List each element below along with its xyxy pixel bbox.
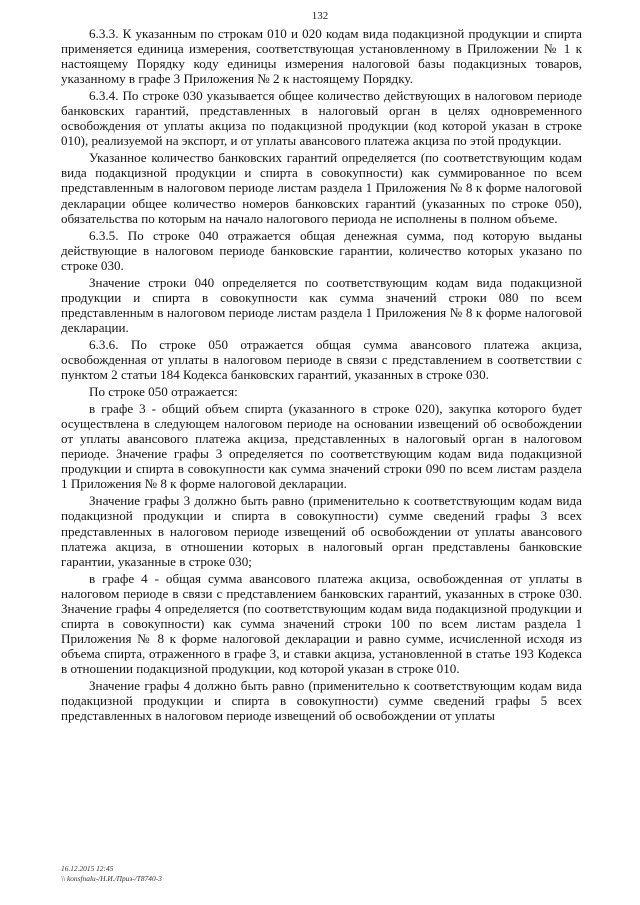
document-body	[61, 26, 582, 723]
paragraph-6-3-4: 6.3.4. По строке 030 указывается общее количество действующих в налоговом периоде банковских гарантий, представленных в налоговый орган в целях одновременного освобождения от уплаты акциза по подакцизной продукции (код которой указан в строке 010), реализуемой на экспорт, и от уплаты авансового платежа акциза по этой продукции.	[61, 88, 582, 149]
paragraph-6-3-5: 6.3.5. По строке 040 отражается общая денежная сумма, под которую выданы действующие в налоговом периоде банковские гарантии, количество которых указано по строке 030.	[61, 227, 582, 273]
paragraph-6-3-3: 6.3.3. К указанным по строкам 010 и 020 кодам вида подакцизной продукции и спирта применяется единица измерения, соответствующая установленному в Приложении № 1 к настоящему Порядку коду единицы измерения налоговой базы подакцизных товаров, указанному в графе 3 Приложения № 2 к настоящему Порядку.	[61, 26, 582, 87]
footer-date-stamp: 16.12.2015 12:45	[61, 864, 114, 873]
paragraph-line-050-intro: По строке 050 отражается:	[89, 384, 238, 400]
paragraph-column-3: в графе 3 - общий объем спирта (указанного в строке 020), закупка которого будет осуществлена в следующем налоговом периоде на основании извещений об освобождении от уплаты авансового платежа акциза, представленных в налоговый орган в налоговом периоде. Значение графы 3 определяется по соответствующим кодам вида подакцизной продукции и спирта в совокупности как сумма значений строки 090 по всем листам раздела 1 Приложения № 8 к форме налоговой декларации.	[61, 401, 582, 492]
paragraph-column-3-value: Значение графы 3 должно быть равно (применительно к соответствующим кодам вида подакцизной продукции и спирта в совокупности) сумме сведений графы 3 всех представленных в налоговом периоде извещений об освобождении от уплаты авансового платежа акциза, в отношении которых в налоговый орган представлены банковские гарантии, указанные в строке 030;	[61, 493, 582, 569]
paragraph-guarantee-count: Указанное количество банковских гарантий определяется (по соответствующим кодам вида подакцизной продукции и спирта в совокупности) как суммированное по всем представленным в налоговом периоде листам раздела 1 Приложения № 8 к форме налоговой декларации общее количество номеров банковских гарантий (указанных по строке 050), обязательства по которым на начало налогового периода не исполнены в полном объеме.	[61, 150, 582, 226]
footer-file-stamp: \\ konsfnalu-/Н.И./Приз-/Т8740-3	[61, 873, 162, 883]
paragraph-column-4: в графе 4 - общая сумма авансового платежа акциза, освобожденная от уплаты в налоговом периоде в связи с представлением банковских гарантий, указанных в строке 030. Значение графы 4 определяется (по соответствующим кодам вида подакцизной продукции и спирта в совокупности) как сумма значений строки 100 по всем листам раздела 1 Приложения № 8 к форме налоговой декларации и равно сумме, исчисленной исходя из объема спирта, отраженного в графе 3, и ставки акциза, установленной в статье 193 Кодекса в отношении подакцизной продукции, код которой указан в строке 010.	[61, 570, 582, 676]
paragraph-6-3-6: 6.3.6. По строке 050 отражается общая сумма авансового платежа акциза, освобожденная от уплаты в налоговом периоде в связи с представлением в соответствии с пунктом 2 статьи 184 Кодекса банковских гарантий, указанных в строке 030.	[61, 336, 582, 383]
page-number: 132	[311, 10, 329, 22]
paragraph-line-040-value: Значение строки 040 определяется по соответствующим кодам вида подакцизной продукции и спирта в совокупности как сумма значений строки 080 по всем представленным в налоговом периоде листам раздела 1 Приложения № 8 к форме налоговой декларации.	[61, 274, 582, 335]
footer-stamp	[61, 864, 162, 883]
paragraph-column-4-value: Значение графы 4 должно быть равно (применительно к соответствующим кодам вида подакцизной продукции и спирта в совокупности) сумме сведений графы 5 всех представленных в налоговом периоде извещений об освобождении от уплаты	[61, 677, 582, 724]
